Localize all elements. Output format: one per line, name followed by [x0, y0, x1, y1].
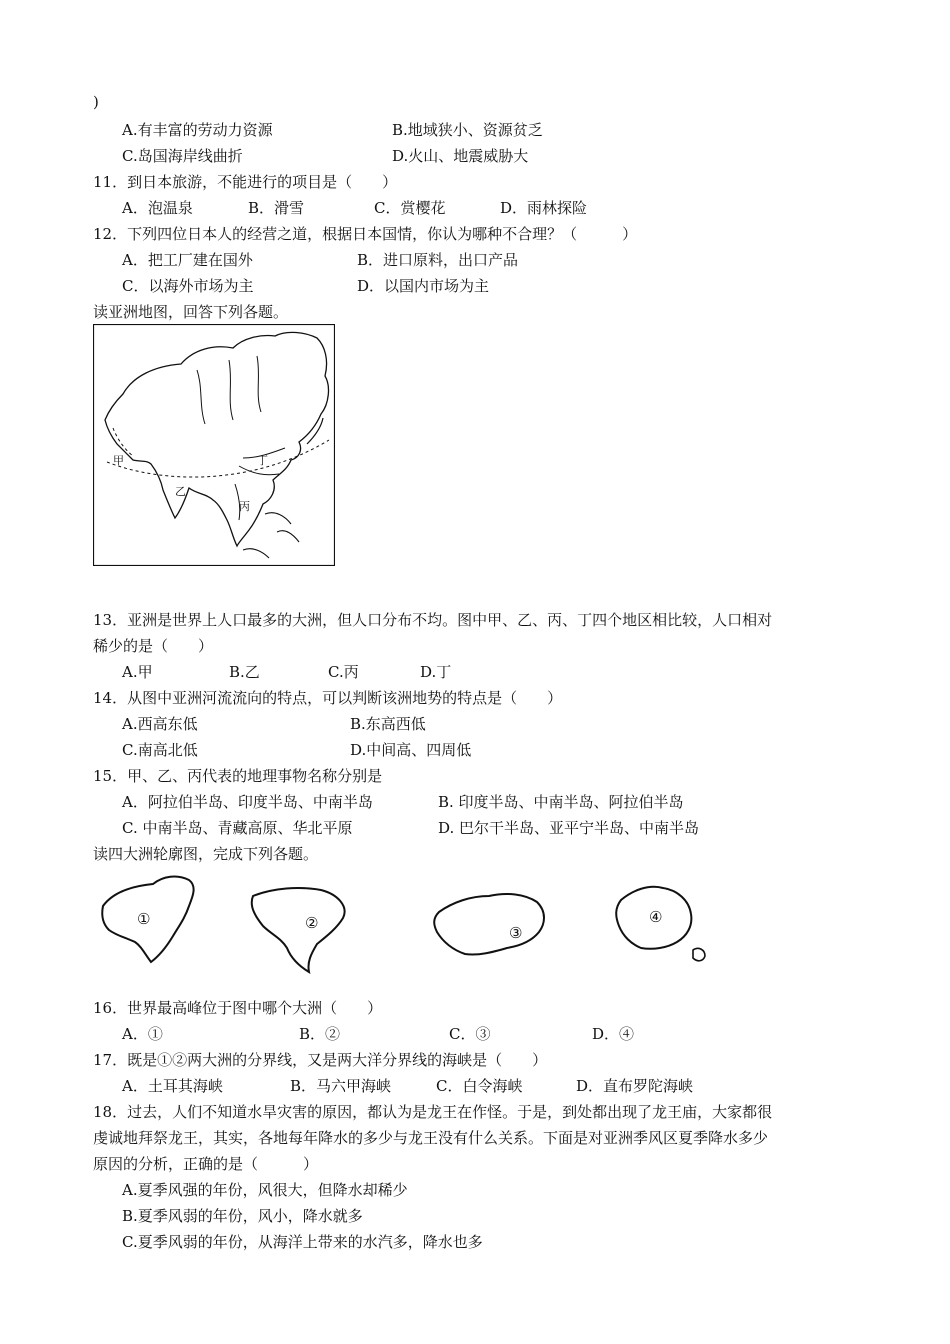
q13-option-b: B.乙: [229, 663, 260, 681]
q10-tail: ): [93, 93, 99, 111]
label-ding: 丁: [257, 454, 268, 467]
q14-option-c: C.南高北低: [122, 741, 198, 759]
label-yi: 乙: [175, 485, 186, 498]
q14-option-d: D.中间高、四周低: [350, 741, 472, 759]
q12-option-d: D．以国内市场为主: [357, 277, 490, 295]
q11-option-a: A．泡温泉: [122, 199, 193, 217]
continent-3-outline: [434, 894, 544, 955]
q18-stem-line1: 18．过去，人们不知道水旱灾害的原因，都认为是龙王在作怪。于是，到处都出现了龙王庙，大家都很: [93, 1103, 773, 1121]
q18-stem-line3: 原因的分析，正确的是（ ）: [93, 1155, 319, 1173]
q11-option-d: D．雨林探险: [500, 199, 588, 217]
q12-option-a: A．把工厂建在国外: [122, 251, 253, 269]
q11-option-c: C．赏樱花: [374, 199, 446, 217]
q16-option-a: A．①: [122, 1025, 163, 1043]
q13-stem-line2: 稀少的是（ ）: [93, 637, 214, 655]
continent-2-number: ②: [305, 914, 319, 932]
q14-stem: 14．从图中亚洲河流流向的特点，可以判断该洲地势的特点是（ ）: [93, 689, 563, 707]
q12-stem: 12．下列四位日本人的经营之道，根据日本国情，你认为哪种不合理？（ ）: [93, 225, 638, 243]
q15-option-a: A．阿拉伯半岛、印度半岛、中南半岛: [122, 793, 373, 811]
asia-map-frame: [94, 325, 335, 566]
q17-option-d: D．直布罗陀海峡: [576, 1077, 694, 1095]
continent-1-number: ①: [137, 910, 151, 928]
q13-option-a: A.甲: [122, 663, 153, 681]
q16-option-c: C．③: [449, 1025, 491, 1043]
q10-option-d: D.火山、地震威胁大: [392, 147, 529, 165]
q17-option-b: B．马六甲海峡: [290, 1077, 392, 1095]
q16-option-b: B．②: [299, 1025, 341, 1043]
continent-4-outline: [616, 887, 705, 961]
q11-option-b: B．滑雪: [248, 199, 305, 217]
asia-map-intro: 读亚洲地图，回答下列各题。: [93, 303, 289, 321]
label-jia: 甲: [113, 454, 124, 467]
continents-intro: 读四大洲轮廓图，完成下列各题。: [93, 845, 319, 863]
q16-option-d: D．④: [592, 1025, 635, 1043]
q13-option-d: D.丁: [420, 663, 452, 681]
q12-option-b: B．进口原料，出口产品: [357, 251, 519, 269]
q18-option-c: C.夏季风弱的年份，从海洋上带来的水汽多，降水也多: [122, 1233, 483, 1251]
q15-option-c: C. 中南半岛、青藏高原、华北平原: [122, 819, 353, 837]
q18-option-a: A.夏季风强的年份，风很大，但降水却稀少: [122, 1181, 408, 1199]
q11-stem: 11．到日本旅游，不能进行的项目是（ ）: [93, 173, 398, 191]
continent-4-number: ④: [649, 908, 663, 926]
q13-stem-line1: 13．亚洲是世界上人口最多的大洲，但人口分布不均。图中甲、乙、丙、丁四个地区相比较，人口相对: [93, 611, 773, 629]
continent-1-outline: [102, 877, 193, 962]
q18-option-b: B.夏季风弱的年份，风小，降水就多: [122, 1207, 363, 1225]
q15-option-d: D. 巴尔干半岛、亚平宁半岛、中南半岛: [438, 819, 700, 837]
q13-option-c: C.丙: [328, 663, 359, 681]
label-bing: 丙: [239, 500, 250, 513]
q14-option-b: B.东高西低: [350, 715, 426, 733]
continent-2-outline: [252, 888, 345, 972]
continent-outlines: [93, 866, 723, 976]
q17-stem: 17．既是①②两大洲的分界线，又是两大洋分界线的海峡是（ ）: [93, 1051, 548, 1069]
q18-stem-line2: 虔诚地拜祭龙王，其实，各地每年降水的多少与龙王没有什么关系。下面是对亚洲季风区夏季降水多少: [93, 1129, 769, 1147]
asia-map: [93, 324, 335, 566]
q10-option-b: B.地域狭小、资源贫乏: [392, 121, 543, 139]
q16-stem: 16．世界最高峰位于图中哪个大洲（ ）: [93, 999, 383, 1017]
q14-option-a: A.西高东低: [122, 715, 198, 733]
q15-option-b: B. 印度半岛、中南半岛、阿拉伯半岛: [438, 793, 684, 811]
q17-option-c: C．白令海峡: [436, 1077, 523, 1095]
q15-stem: 15．甲、乙、丙代表的地理事物名称分别是: [93, 767, 383, 785]
q17-option-a: A．土耳其海峡: [122, 1077, 223, 1095]
q12-option-c: C．以海外市场为主: [122, 277, 254, 295]
q10-option-c: C.岛国海岸线曲折: [122, 147, 243, 165]
q10-option-a: A.有丰富的劳动力资源: [122, 121, 273, 139]
continent-3-number: ③: [509, 924, 523, 942]
